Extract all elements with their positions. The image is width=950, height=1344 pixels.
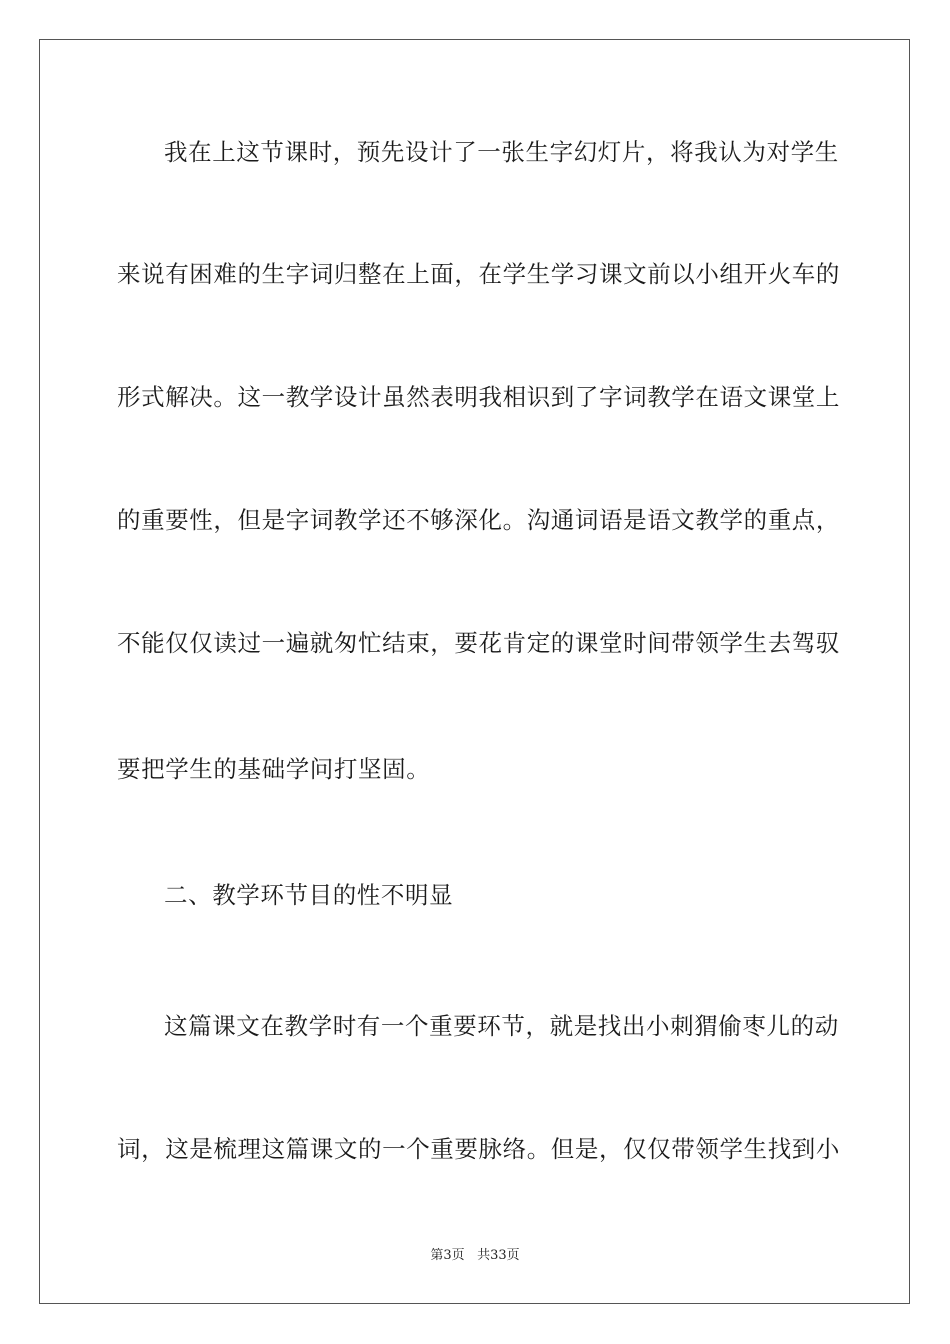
total-pages: 共33页 [477, 1248, 520, 1263]
paragraph-line-2: 来说有困难的生字词归整在上面，在学生学习课文前以小组开火车的 [117, 260, 840, 288]
paragraph-line-8: 词，这是梳理这篇课文的一个重要脉络。但是，仅仅带领学生找到小 [117, 1135, 840, 1163]
paragraph-line-7: 这篇课文在教学时有一个重要环节，就是找出小刺猬偷枣儿的动 [164, 1012, 839, 1040]
paragraph-line-3: 形式解决。这一教学设计虽然表明我相识到了字词教学在语文课堂上 [117, 383, 840, 411]
page-border [39, 39, 910, 1304]
section-heading: 二、教学环节目的性不明显 [164, 881, 454, 909]
paragraph-line-1: 我在上这节课时，预先设计了一张生字幻灯片，将我认为对学生 [164, 138, 839, 166]
paragraph-line-4: 的重要性，但是字词教学还不够深化。沟通词语是语文教学的重点， [117, 506, 840, 534]
page-footer [0, 1247, 950, 1265]
paragraph-line-5: 不能仅仅读过一遍就匆忙结束，要花肯定的课堂时间带领学生去驾驭 [117, 629, 840, 657]
page-number: 第3页 [430, 1248, 465, 1263]
paragraph-line-6: 要把学生的基础学问打坚固。 [117, 755, 431, 783]
